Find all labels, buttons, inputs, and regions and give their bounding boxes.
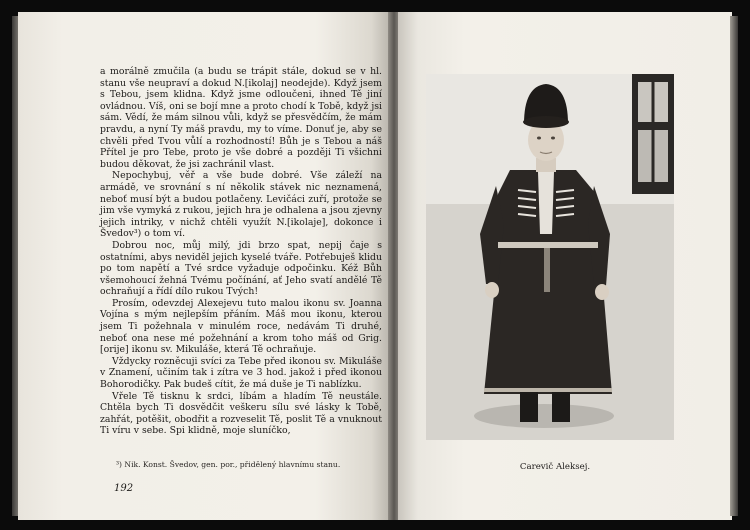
paragraph-3: Dobrou noc, můj milý, jdi brzo spat, nepij čaje s ostatními, abys neviděl jejich kyselé tváře. Potřebuješ klidu po tom napětí a Tvé srdce vyžaduje odpočinku. Kéž Bůh všemohoucí žehná Tvému počínání, ať Jeho svatí andělé Tě ochraňují a řídí dílo rukou Tvých! bbox=[100, 239, 382, 298]
paragraph-1: a morálně zmučila (a budu se trápit stále, dokud se v hl. stanu vše neupraví a dokud N.[ikolaj] neodejde). Když jsem s Tebou, jsem klidna. Když jsme odloučeni, ihned Tě jiní ovládnou. Víš, oni se bojí mne a proto chodí k Tobě, když jsi sám. Vědí, že mám silnou vůli, když se přesvědčím, že mám pravdu, a nyní Ty máš pravdu, my to víme. Donuť je, aby se chvěli před Tvou vůlí a rozhodností! Bůh je s Tebou a náš Přítel je pro Tebe, proto je vše dobré a později Ti všichni budou děkovat, že jsi zachránil vlast. bbox=[100, 66, 382, 170]
photo-caption: Carevič Aleksej. bbox=[519, 462, 591, 472]
paragraph-2: Nepochybuj, věř a vše bude dobré. Vše záleží na armádě, ve srovnání s ní několik stávek nic neznamená, neboť musí být a budou potlačeny. Levičáci zuří, protože se jim vše vymyká z rukou, jejich hra je odhalena a jsou zjevny jejich intriky, v nichž chtěli využít N.[ikolaje], dokonce i Švedov³) o tom ví. bbox=[100, 170, 382, 240]
paragraph-6: Vřele Tě tisknu k srdci, líbám a hladím Tě neustále. Chtěla bych Ti dosvědčit veškeru sílu své lásky k Tobě, zahřát, potěšit, obodřit a rozveselit Tě, poslit Tě a vnuknout Ti víru v sebe. Spi klidně, moje sluníčko, bbox=[100, 390, 382, 437]
paragraph-4: Prosím, odevzdej Alexejevu tuto malou ikonu sv. Joanna Vojína s mým nejlepším přáním. Máš mou ikonu, kterou jsem Ti požehnala v minulém roce, nedávám Ti druhé, neboť ona nese mé požehnání a krom toho máš od Grig.[orije] ikonu sv. Mikuláše, která Tě ochraňuje. bbox=[100, 297, 382, 356]
page-number: 192 bbox=[114, 483, 134, 494]
left-page bbox=[18, 12, 390, 520]
paragraph-5: Vždycky rozněcuji svíci za Tebe před ikonou sv. Mikuláše v Znamení, učiním tak i zítra ve 3 hod. jakož i před ikonou Bohorodičky. Pak budeš cítit, že má duše je Ti nablízku. bbox=[100, 355, 382, 391]
footnote: ³) Nik. Konst. Švedov, gen. por., přidělený hlavnímu stanu. bbox=[116, 460, 341, 469]
book-edge-right bbox=[730, 16, 738, 516]
body-text bbox=[100, 66, 382, 437]
portrait-photo bbox=[426, 74, 674, 440]
portrait-illustration bbox=[426, 74, 674, 440]
